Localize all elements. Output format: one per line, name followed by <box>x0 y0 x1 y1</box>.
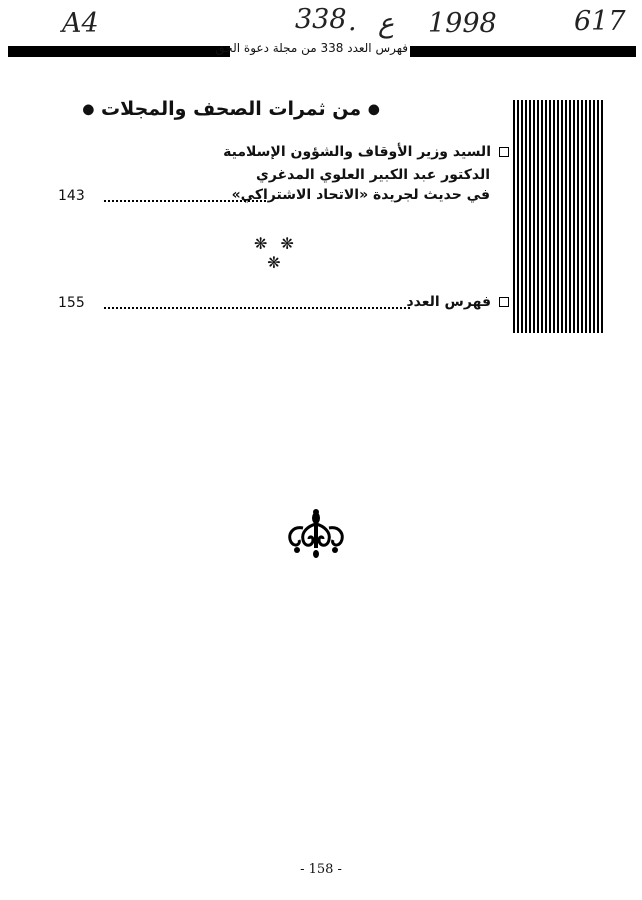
dot-leader <box>104 307 410 309</box>
striped-decoration <box>513 100 605 333</box>
header-rule-left <box>8 46 230 57</box>
handwritten-issue-number: 338 <box>295 4 347 35</box>
checkbox-square-icon <box>499 297 509 307</box>
separator-stars: ❋ ❋ ❋ <box>254 234 298 272</box>
bullet-icon: ● <box>367 101 380 118</box>
page-number-footer: - 158 - <box>300 862 342 877</box>
toc-entry-index: فهرس العدد <box>406 294 509 310</box>
handwritten-page-number: 617 <box>574 6 626 37</box>
toc-entry-line-3: في حديث لجريدة «الاتحاد الاشتراكي» <box>231 187 490 203</box>
dot-leader <box>104 200 266 202</box>
checkbox-square-icon <box>499 147 509 157</box>
handwritten-dot: . <box>348 6 357 37</box>
section-title-text: من ثمرات الصحف والمجلات <box>101 98 362 120</box>
section-title <box>82 98 380 120</box>
header-rule-right <box>410 46 636 57</box>
bullet-icon: ● <box>82 101 95 118</box>
fleuron-ornament-icon <box>283 508 349 560</box>
toc-entry-line-1: السيد وزير الأوقاف والشؤون الإسلامية <box>223 144 509 160</box>
toc-page-number: 143 <box>58 188 85 204</box>
header-title: فهرس العدد 338 من مجلة دعوة الحق <box>215 41 408 55</box>
handwritten-year: 1998 <box>428 8 497 39</box>
toc-entry-line-2: الدكتور عبد الكبير العلوي المدغري <box>256 167 490 183</box>
handwritten-label-a4: A4 <box>62 8 99 39</box>
toc-page-number: 155 <box>58 295 85 311</box>
handwritten-letter: ع <box>378 8 395 39</box>
